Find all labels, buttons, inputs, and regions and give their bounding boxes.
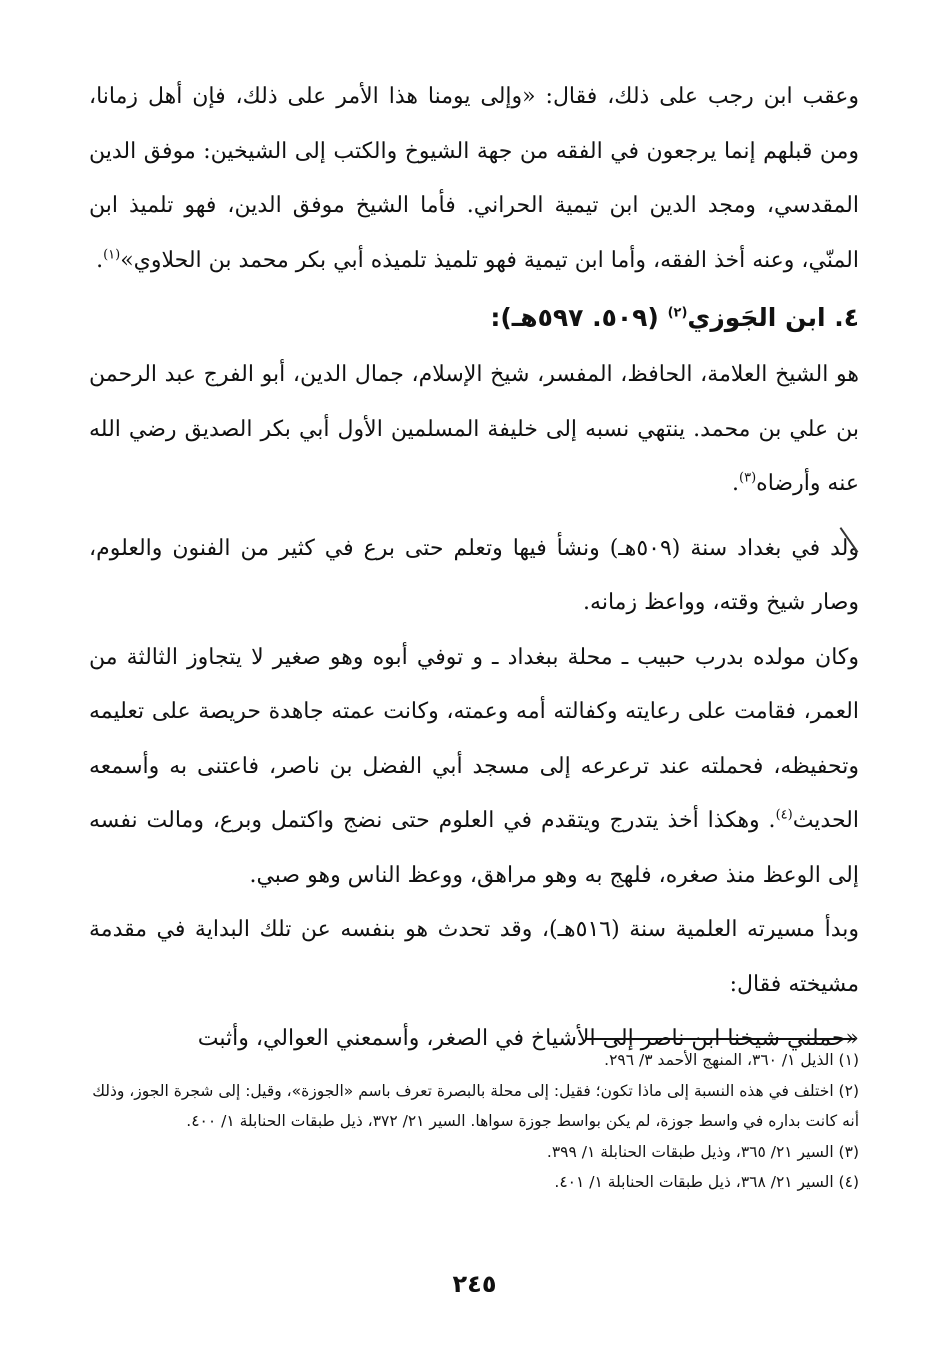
footnote-3: (٣) السير ٢١/ ٣٦٥، وذيل طبقات الحنابلة ١/ ٣٩٩.: [546, 1142, 859, 1161]
paragraph-ibn-rajab: [89, 70, 859, 288]
paragraph-end: .: [732, 471, 740, 496]
paragraph-gap: [89, 512, 859, 522]
footnote-ref-4[interactable]: (٤): [775, 807, 793, 823]
main-text: [89, 70, 859, 1067]
footnote-ref-2[interactable]: (٢): [667, 305, 688, 321]
footnote-ref-1[interactable]: (١): [103, 247, 121, 263]
footnote-4: (٤) السير ٢١/ ٣٦٨، ذيل طبقات الحنابلة ١/ ٤٠١.: [554, 1173, 859, 1191]
paragraph-upbringing: [89, 631, 859, 904]
section-heading: [89, 288, 859, 348]
paragraph-biography: [89, 348, 859, 512]
footnote-separator: [585, 1038, 855, 1040]
footnote-ref-3[interactable]: (٣): [739, 470, 757, 486]
paragraph-scholarly-start: وبدأ مسيرته العلمية سنة (٥١٦هـ)، وقد تحدث هو بنفسه عن تلك البداية في مقدمة مشيخته فقال:: [89, 917, 859, 997]
paragraph-text-continued: . وهكذا أخذ يتدرج ويتقدم في العلوم حتى نضج واكتمل وبرع، ومالت نفسه إلى الوعظ منذ صغره، فلهج به وهو مراهق، ووعظ الناس وهو صبي.: [89, 808, 859, 888]
page-number: ٢٤٥: [452, 1270, 497, 1298]
paragraph-quote: «حملني شيخنا ابن ناصر إلى الأشياخ في الصغر، وأسمعني العوالي، وأثبت: [197, 1026, 859, 1051]
heading-dates: (٥٠٩. ٥٩٧هـ):: [490, 303, 659, 332]
footnote-2: (٢) اختلف في هذه النسبة إلى ماذا تكون؛ فقيل: إلى محلة بالبصرة تعرف باسم «الجوزة»، وقيل: إلى شجرة الجوز، وذلك أنه كانت بداره في واسط جوزة، لم يكن بواسط جوزة سواها. السير ٢١/ ٣٧٢، ذيل طبقات الحنابلة ١/ ٤٠٠.: [92, 1081, 859, 1130]
paragraph-text: هو الشيخ العلامة، الحافظ، المفسر، شيخ الإسلام، جمال الدين، أبو الفرج عبد الرحمن بن علي بن محمد. ينتهي نسبه إلى خليفة المسلمين الأول أبي بكر الصديق رضي الله عنه وأرضاه: [89, 362, 859, 496]
paragraph-text: وكان مولده بدرب حبيب ـ محلة ببغداد ـ و توفي أبوه وهو صغير لا يتجاوز الثالثة من العمر، فقامت على رعايته وكفالته أمه وعمته، وكانت عمته جاهدة حريصة على تعليمه وتحفيظه، فحملته عند ترعرعه إلى مسجد أبي الفضل بن ناصر، فاعتنى به وأسمعه الحديث: [89, 644, 859, 833]
paragraph-text: وعقب ابن رجب على ذلك، فقال: «وإلى يومنا هذا الأمر على ذلك، فإن أهل زمانا، ومن قبلهم إنما يرجعون في الفقه من جهة الشيوخ والكتب إلى الشيخين: موفق الدين المقدسي، ومجد الدين ابن تيمية الحراني. فأما الشيخ موفق الدين، فهو تلميذ ابن المنّي، وعنه أخذ الفقه، وأما ابن تيمية فهو تلميذ تلميذه أبي بكر محمد بن الحلاوي»: [89, 84, 859, 273]
paragraph-end: .: [96, 247, 104, 273]
paragraph-birth: ولد في بغداد سنة (٥٠٩هـ) ونشأ فيها وتعلم حتى برع في كثير من الفنون والعلوم، وصار شيخ وقته، وواعظ زمانه.: [89, 535, 859, 615]
footnote-1: (١) الذيل ١/ ٣٦٠، المنهج الأحمد ٣/ ٢٩٦.: [604, 1051, 859, 1069]
heading-title: ٤. ابن الجَوزي: [687, 303, 859, 332]
footnotes: [91, 1045, 859, 1198]
